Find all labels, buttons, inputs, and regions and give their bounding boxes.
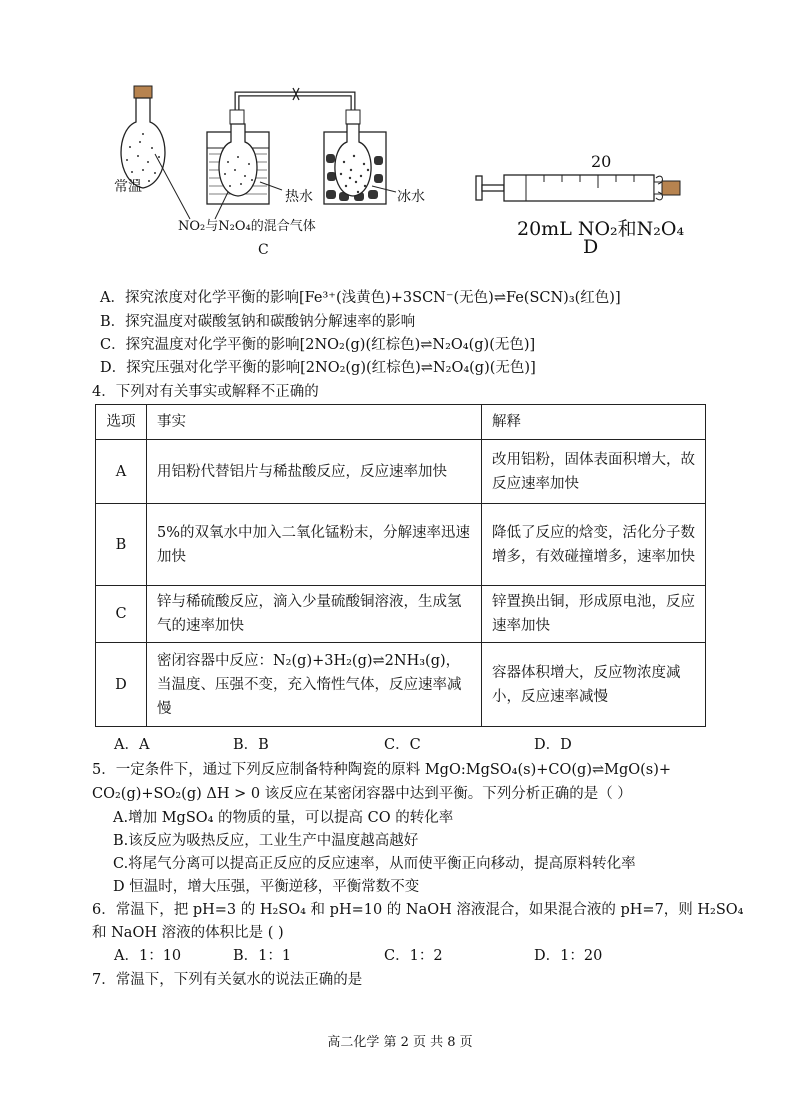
table-row: [96, 440, 706, 504]
q4-answer-b: B．B: [233, 737, 269, 753]
q3-option-a: A．探究浓度对化学平衡的影响[Fe³⁺(浅黄色)+3SCN⁻(无色)⇌Fe(SCN)₃(红色)]: [100, 290, 621, 306]
header-explanation: 解释: [482, 405, 706, 440]
page-footer: 高二化学 第 2 页 共 8 页: [327, 1035, 473, 1050]
q4-answer-a: A．A: [114, 737, 150, 753]
q5-option-d: D 恒温时，增大压强，平衡逆移，平衡常数不变: [113, 879, 420, 895]
row-explanation: 锌置换出铜，形成原电池，反应速率加快: [482, 586, 706, 643]
row-explanation: 降低了反应的焓变，活化分子数增多，有效碰撞增多，速率加快: [482, 504, 706, 586]
row-option: D: [96, 643, 147, 727]
q5-line-2: CO₂(g)+SO₂(g) ΔH > 0 该反应在某密闭容器中达到平衡。下列分析正确的是（ ）: [92, 786, 632, 802]
ice-water-beaker: [324, 110, 386, 204]
label-room-temp: 常温: [114, 179, 142, 195]
q6-line-1: 6．常温下，把 pH=3 的 H₂SO₄ 和 pH=10 的 NaOH 溶液混合，如果混合液的 pH=7，则 H₂SO₄: [92, 902, 744, 918]
table-row: [96, 504, 706, 586]
row-explanation: 改用铝粉，固体表面积增大，故反应速率加快: [482, 440, 706, 504]
q6-answer-c: C．1：2: [384, 948, 443, 964]
header-option: 选项: [96, 405, 147, 440]
table-row: [96, 586, 706, 643]
label-ice-water: 冰水: [397, 189, 425, 205]
row-explanation: 容器体积增大，反应物浓度减小，反应速率减慢: [482, 643, 706, 727]
q4-table: [95, 404, 706, 727]
q5-option-a: A.增加 MgSO₄ 的物质的量，可以提高 CO 的转化率: [113, 810, 454, 826]
q6-answer-b: B．1：1: [233, 948, 292, 964]
q5-option-b: B.该反应为吸热反应，工业生产中温度越高越好: [113, 833, 419, 849]
row-fact: 密闭容器中反应：N₂(g)+3H₂(g)⇌2NH₃(g)，当温度、压强不变，充入惰性气体，反应速率减慢: [147, 643, 482, 727]
q6-answer-d: D．1：20: [534, 948, 603, 964]
row-option: B: [96, 504, 147, 586]
label-gas-mixture: NO₂与N₂O₄的混合气体: [178, 219, 316, 234]
q3-option-b: B．探究温度对碳酸氢钠和碳酸钠分解速率的影响: [100, 314, 416, 330]
q4-answer-c: C．C: [384, 737, 421, 753]
row-fact: 用铝粉代替铝片与稀盐酸反应，反应速率加快: [147, 440, 482, 504]
room-temp-flask: [121, 86, 165, 188]
q7-stem: 7．常温下，下列有关氨水的说法正确的是: [92, 972, 363, 988]
table-row: [96, 643, 706, 727]
hot-water-beaker: [207, 110, 269, 204]
q5-option-c: C.将尾气分离可以提高正反应的反应速率，从而使平衡正向移动，提高原料转化率: [113, 856, 636, 872]
figure-c-apparatus: [110, 82, 440, 272]
table-header-row: [96, 405, 706, 440]
q4-stem: 4．下列对有关事实或解释不正确的: [92, 384, 319, 400]
row-option: A: [96, 440, 147, 504]
q5-line-1: 5．一定条件下，通过下列反应制备特种陶瓷的原料 MgO:MgSO₄(s)+CO(g)⇌MgO(s)+: [92, 762, 672, 778]
figure-c-letter: C: [258, 242, 269, 258]
figure-d-syringe: [470, 168, 690, 208]
label-20: 20: [591, 152, 612, 171]
header-fact: 事实: [147, 405, 482, 440]
figure-d-letter: D: [583, 236, 599, 258]
q6-answer-a: A．1：10: [114, 948, 182, 964]
row-option: C: [96, 586, 147, 643]
q6-line-2: 和 NaOH 溶液的体积比是 ( ): [92, 925, 284, 941]
label-hot-water: 热水: [285, 189, 313, 205]
row-fact: 锌与稀硫酸反应，滴入少量硫酸铜溶液，生成氢气的速率加快: [147, 586, 482, 643]
label-syringe-caption: 20mL NO₂和N₂O₄: [517, 218, 685, 240]
q3-option-d: D．探究压强对化学平衡的影响[2NO₂(g)(红棕色)⇌N₂O₄(g)(无色)]: [100, 360, 536, 376]
row-fact: 5%的双氧水中加入二氧化锰粉末，分解速率迅速加快: [147, 504, 482, 586]
q3-option-c: C．探究温度对化学平衡的影响[2NO₂(g)(红棕色)⇌N₂O₄(g)(无色)]: [100, 337, 536, 353]
q4-answer-d: D．D: [534, 737, 572, 753]
